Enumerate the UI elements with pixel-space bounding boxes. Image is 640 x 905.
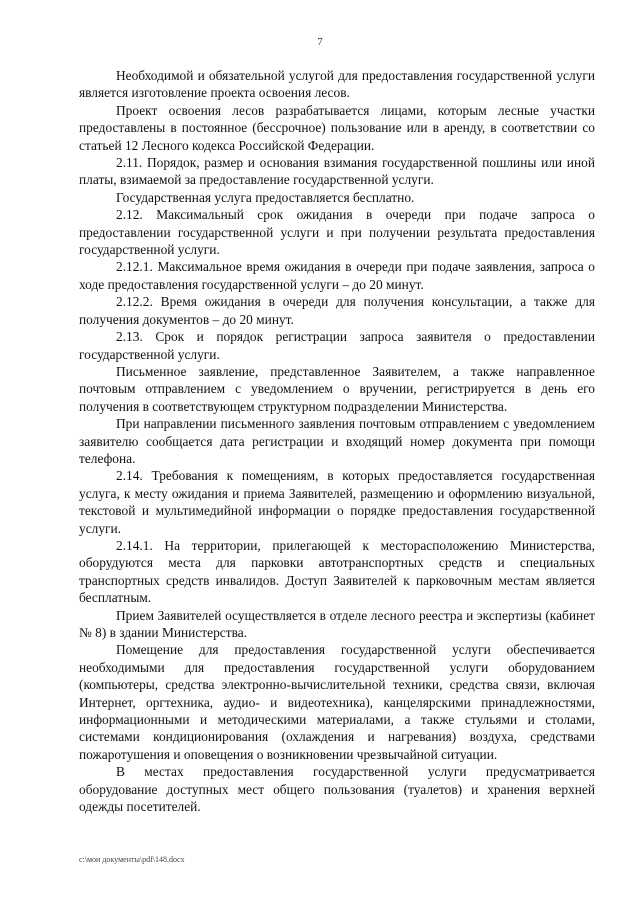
paragraph: 2.12.1. Максимальное время ожидания в очереди при подаче заявления, запроса о ходе предоставления государственной услуги – до 20 минут. [79,259,595,292]
paragraph: 2.13. Срок и порядок регистрации запроса заявителя о предоставлении государственной услуги. [79,329,595,362]
footer-file-path: c:\мои документы\pdf\148.docx [79,855,185,864]
paragraph: 2.12.2. Время ожидания в очереди для получения консультации, а также для получения документов – до 20 минут. [79,294,595,327]
paragraph: Помещение для предоставления государственной услуги обеспечивается необходимыми для предоставления государственной услуги оборудованием (компьютеры, средства электронно-вычислительной техники, средства связи, включая Интернет, оргтехника, аудио- и видеотехника), канцелярскими принадлежностями, информационными и методическими материалами, а также стульями и столами, системами кондиционирования (охлаждения и нагревания) воздуха, средствами пожаротушения и оповещения о возникновении чрезвычайной ситуации. [79,642,595,762]
paragraph: 2.14.1. На территории, прилегающей к месторасположению Министерства, оборудуются места для парковки автотранспортных средств и специальных транспортных средств инвалидов. Доступ Заявителей к парковочным местам является бесплатным. [79,537,595,606]
paragraph: Письменное заявление, представленное Заявителем, а также направленное почтовым отправлением с уведомлением о вручении, регистрируется в день его получения в соответствующем структурном подразделении Министерства. [79,363,595,414]
paragraph: В местах предоставления государственной услуги предусматривается оборудование доступных мест общего пользования (туалетов) и хранения верхней одежды посетителей. [79,764,595,815]
paragraph: Государственная услуга предоставляется бесплатно. [116,189,415,205]
paragraph: 2.11. Порядок, размер и основания взимания государственной пошлины или иной платы, взимаемой за предоставление государственной услуги. [79,155,595,188]
paragraph: 2.12. Максимальный срок ожидания в очереди при подаче запроса о предоставлении государственной услуги и при получении результата предоставления государственной услуги. [79,207,595,258]
paragraph: Необходимой и обязательной услугой для предоставления государственной услуги является изготовление проекта освоения лесов. [79,68,595,101]
paragraph: Прием Заявителей осуществляется в отделе лесного реестра и экспертизы (кабинет № 8) в здании Министерства. [79,607,595,640]
document-body [79,67,595,815]
page-number: 7 [317,36,323,48]
paragraph: Проект освоения лесов разрабатывается лицами, которым лесные участки предоставлены в постоянное (бессрочное) пользование или в аренду, в соответствии со статьей 12 Лесного кодекса Российской Федерации. [79,102,595,153]
paragraph: 2.14. Требования к помещениям, в которых предоставляется государственная услуга, к месту ожидания и приема Заявителей, размещению и оформлению визуальной, текстовой и мультимедийной информации о порядке предоставления государственной услуги. [79,468,595,536]
paragraph: При направлении письменного заявления почтовым отправлением с уведомлением заявителю сообщается дата регистрации и входящий номер документа при помощи телефона. [79,416,595,466]
